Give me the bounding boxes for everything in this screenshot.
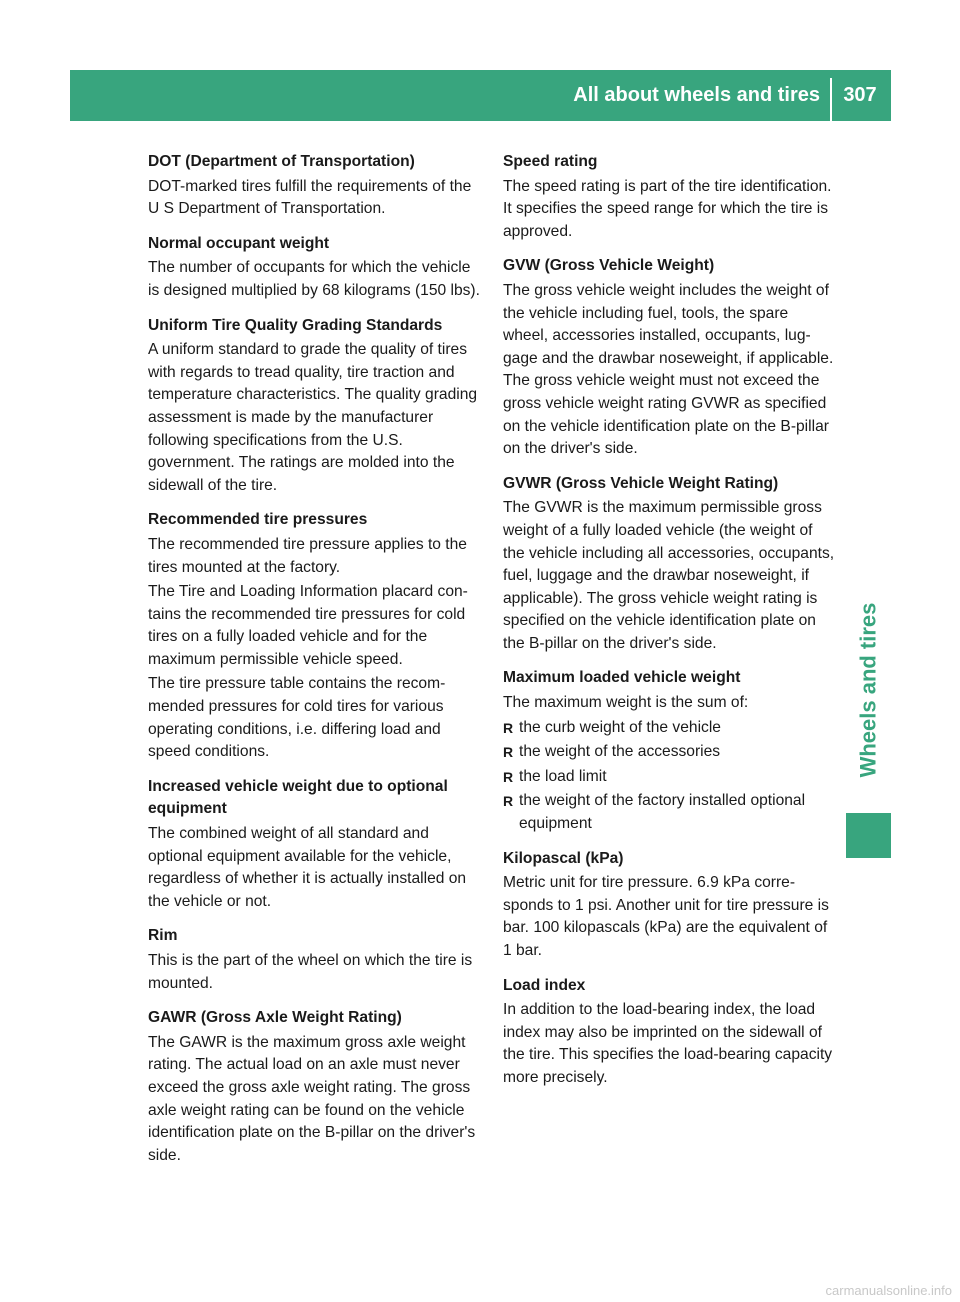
- list-item: R the weight of the accessories: [503, 741, 836, 764]
- term-heading-kilopascal: Kilopascal (kPa): [503, 849, 624, 867]
- term-definition: In addition to the load-bearing index, the load index may also be imprinted on the sidewall of the tire. This specifies the load-bearing capacity more precisely.: [503, 1001, 833, 1086]
- list-item: R the weight of the factory installed optional equipment: [503, 790, 836, 835]
- side-chapter-tab: [846, 590, 891, 790]
- term-definition: The combined weight of all standard and optional equipment available for the vehicle, regardless of whether it is actually installed on the vehicle or not.: [148, 825, 467, 910]
- list-item: R the curb weight of the vehicle: [503, 717, 836, 740]
- term-heading-increased-vehicle-weight: Increased vehicle weight due to optional equipment: [148, 777, 448, 818]
- term-heading-gawr: GAWR (Gross Axle Weight Rating): [148, 1009, 402, 1027]
- footer-watermark: carmanualsonline.info: [825, 1283, 952, 1298]
- term-definition: The gross vehicle weight includes the weight of the vehicle including fuel, tools, the spare wheel, accessories installed, occupants, luggage and the drawbar noseweight, if applicable. The gross vehicle weight must not exceed the gross vehicle weight rating GVWR as specified on the vehicle identification plate on the B-pillar on the driver's side.: [503, 281, 834, 458]
- term-definition: This is the part of the wheel on which the tire is mounted.: [148, 952, 473, 992]
- term-heading-recommended-tire-pressures: Recommended tire pressures: [148, 511, 368, 529]
- term-heading-maximum-loaded-vehicle-weight: Maximum loaded vehicle weight: [503, 669, 741, 687]
- term-definition: A uniform standard to grade the quality of tires with regards to tread quality, tire traction and temperature characteristics. The quality grading assessment is made by the manufacturer following specifications from the U.S. government. The ratings are molded into the sidewall of the tire.: [148, 341, 478, 494]
- right-column: [503, 151, 836, 1102]
- term-heading-speed-rating: Speed rating: [503, 153, 598, 170]
- term-definition: The Tire and Loading Information placard contains the recommended tire pressures for cold tires on a fully loaded vehicle and for the maximum permissible vehicle speed.: [148, 583, 468, 668]
- term-heading-normal-occupant-weight: Normal occupant weight: [148, 234, 330, 252]
- term-definition: The GVWR is the maximum permissible gross weight of a fully loaded vehicle (the weight of the vehicle including all accessories, occupants, fuel, luggage and the drawbar noseweight, if applicable). The gross vehicle weight rating is specified on the vehicle identification plate on the B-pillar on the driver's side.: [503, 499, 835, 652]
- chapter-title: All about wheels and tires: [573, 84, 820, 106]
- header-divider: [830, 78, 832, 121]
- term-definition: The tire pressure table contains the recommended pressures for cold tires for various operating conditions, i.e. differing load and speed conditions.: [148, 675, 446, 761]
- term-definition: The speed rating is part of the tire identification. It specifies the speed range for which the tire is approved.: [503, 177, 832, 240]
- side-tab-label: Wheels and tires: [855, 602, 881, 778]
- term-definition: The number of occupants for which the vehicle is designed multiplied by 68 kilograms (150 lbs).: [148, 259, 480, 299]
- term-heading-rim: Rim: [148, 927, 178, 945]
- term-definition: Metric unit for tire pressure. 6.9 kPa corresponds to 1 psi. Another unit for tire pressure is bar. 100 kilopascals (kPa) are the equivalent of 1 bar.: [503, 874, 829, 959]
- term-heading-load-index: Load index: [503, 976, 586, 994]
- term-intro: The maximum weight is the sum of:: [503, 694, 749, 712]
- left-column: [148, 151, 481, 1179]
- term-heading-dot: DOT (Department of Transportation): [148, 153, 415, 170]
- bullet-list: [503, 717, 836, 836]
- term-definition: DOT-marked tires fulfill the requirements of the U S Department of Transportation.: [148, 177, 472, 218]
- term-definition: The recommended tire pressure applies to the tires mounted at the factory.: [148, 535, 467, 576]
- list-item: R the load limit: [503, 766, 836, 789]
- term-heading-gvwr: GVWR (Gross Vehicle Weight Rating): [503, 474, 779, 492]
- page-number: 307: [843, 84, 877, 106]
- term-heading-utqgs: Uniform Tire Quality Grading Standards: [148, 316, 443, 334]
- term-heading-gvw: GVW (Gross Vehicle Weight): [503, 257, 715, 275]
- page-header: [70, 70, 891, 121]
- term-definition: The GAWR is the maximum gross axle weight rating. The actual load on an axle must never exceed the gross axle weight rating. The gross axle weight rating can be found on the vehicle identification plate on the B-pillar on the driver's side.: [148, 1033, 476, 1164]
- chapter-marker: [846, 813, 891, 858]
